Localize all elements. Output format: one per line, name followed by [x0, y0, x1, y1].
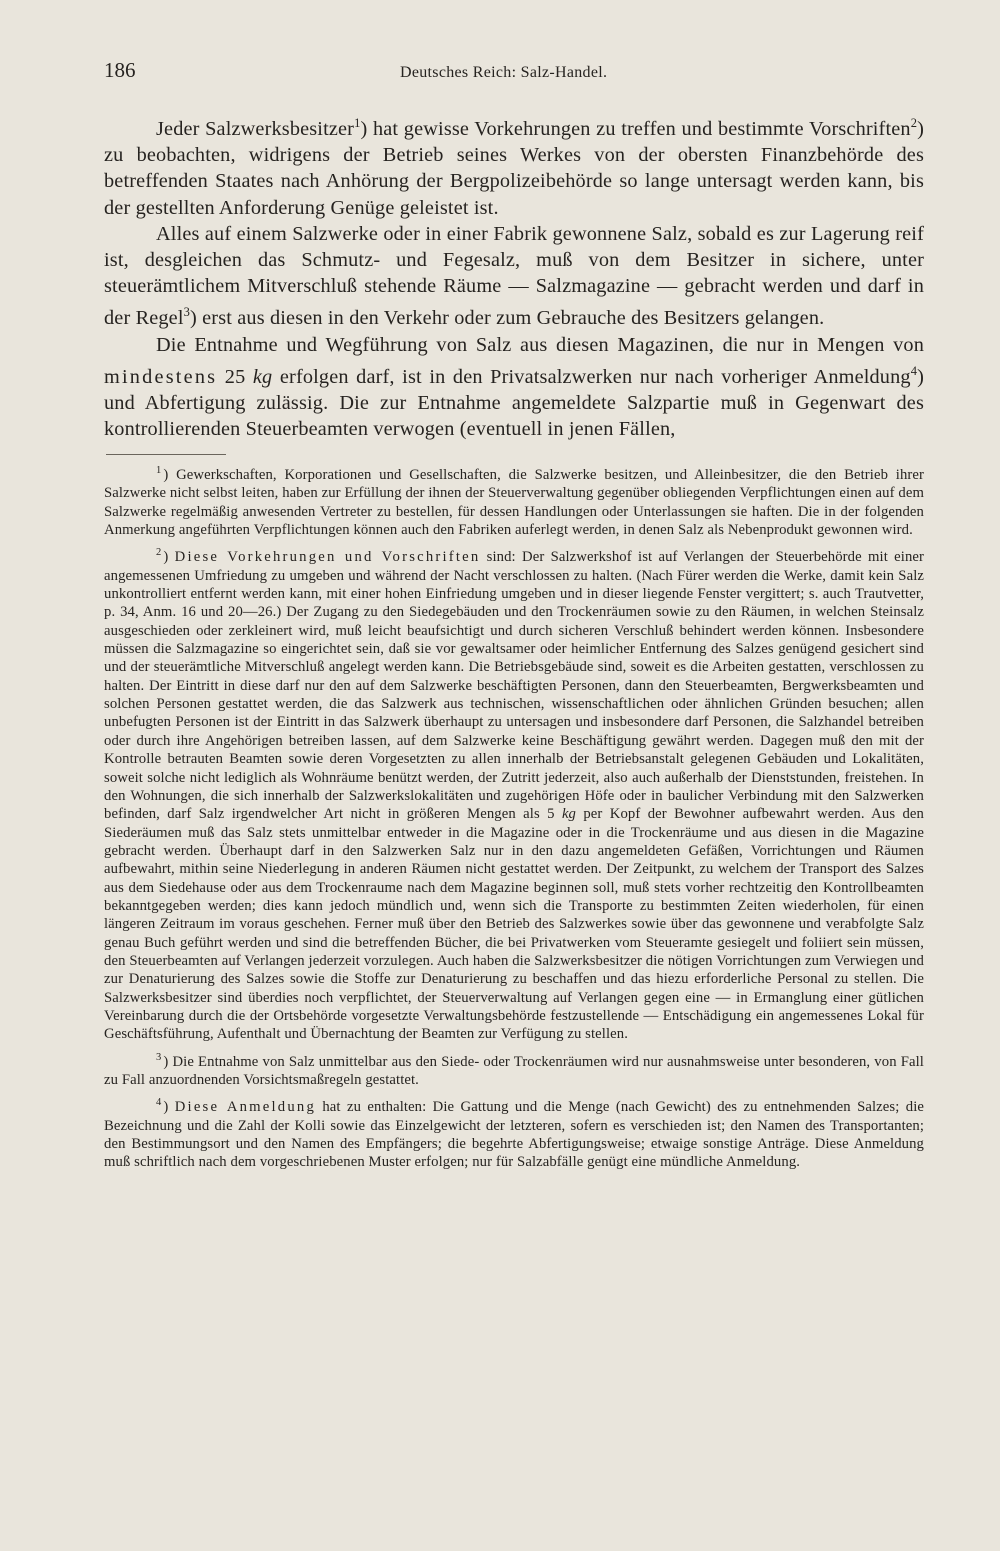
text-run: per Kopf der Bewohner aufbewahrt werden. Aus den Siederäumen muß das Salz stets unmittelbar entweder in die Magazine oder in die Trockenräume und aus diesen in die Magazine gebracht werden. Überhaupt darf in den Salzwerken Salz nur in den dazu angemeldeten Gefäßen, Vorrichtungen und Räumen aufbewahrt, mithin seine Niederlegung in anderen Räumen nicht gestattet werden. Der Zeitpunkt, zu welchem der Transport des Salzes aus dem Siedehause oder aus dem Trockenraume nach dem Magazine beginnen soll, muß stets vorher rechtzeitig den Kontrollbeamten bekanntgegeben werden; dies kann jedoch mündlich und, wenn sich die Transporte zu bestimmten Zeiten wiederholen, für einen längeren Zeitraum im voraus geschehen. Ferner muß über den Betrieb des Salzwerkes sowie über das gewonnene und verabfolgte Salz genau Buch geführt werden und sind die betreffenden Bücher, die bei Privatwerken vom Steueramte gesiegelt und foliiert sein müssen, den Steuerbeamten auf Verlangen jederzeit vorzulegen. Auch haben die Salzwerksbesitzer die nötigen Vorrichtungen zum Verwiegen und zur Denaturierung des Salzes sowie die Stoffe zur Denaturierung zu beschaffen und das hiezu erforderliche Personal zu stellen. Die Salzwerksbesitzer sind überdies noch verpflichtet, der Steuerverwaltung auf Verlangen gegen eine — in Ermanglung einer gütlichen Vereinbarung durch die der Ortsbehörde vorgesetzte Verwaltungsbehörde festzustellende — Entschädigung ein angemessenes Lokal für Geschäftsführung, Aufenthalt und Übernachtung der Beamten zur Verfügung zu stellen. [104, 806, 924, 1043]
page-header [104, 58, 924, 92]
paragraph-2 [104, 221, 924, 332]
footnote-text: ) Gewerkschaften, Korporationen und Gesellschaften, die Salzwerke besitzen, und Alleinbesitzer, die den Betrieb ihrer Salzwerke nicht selbst leiten, haben zur Erfüllung der ihnen der Steuerverwaltung gegenüber obliegenden Verpflichtungen einen auf dem Salzwerke regelmäßig anwesenden Vertreter zu bestellen, für dessen Handlungen oder Unterlassungen sie haften. Die in der folgenden Anmerkung angeführten Verpflichtungen können auch den Fabriken auferlegt werden, in denen Salz als Nebenprodukt gewonnen wird. [104, 467, 924, 539]
text-run: Die Entnahme und Wegführung von Salz aus diesen Magazinen, die nur in Mengen von [156, 333, 924, 356]
footnote-3 [104, 1049, 924, 1090]
unit-kg: kg [252, 365, 273, 388]
footnote-1 [104, 462, 924, 539]
text-run: ) [163, 1099, 175, 1116]
running-head: Deutsches Reich: Salz-Handel. [400, 64, 608, 81]
page-number: 186 [104, 58, 136, 82]
footnote-4 [104, 1094, 924, 1171]
text-run: sind: Der Salzwerkshof ist auf Verlangen der Steuerbehörde mit einer angemessenen Umfriedung zu umgeben und während der Nacht verschlossen zu halten. (Nach Fürer werden die Werke, damit kein Salz unkontrolliert entfernt werden kann, mit einer hohen Einfriedung umgeben und in dieser liegende Fenster vergittert; s. auch Trautvetter, p. 34, Anm. 16 und 20—26.) Der Zugang zu den Siedegebäuden und den Trockenräumen sowie zu den Räumen, in welchen Steinsalz ausgeschieden oder zerkleinert wird, muß leicht beaufsichtigt und durch sicheren Verschluß behindert werden können. Insbesondere müssen die Salzmagazine so eingerichtet sein, daß sie vor gewaltsamer oder heimlicher Entfernung des Salzes genügend gesichert sind und der steuerämtliche Mitverschluß angelegt werden kann. Die Betriebsgebäude sind, soweit es die Arbeiten gestatten, verschlossen zu halten. Der Eintritt in diese darf nur den auf dem Salzwerke beschäftigten Personen, dann den Steuerbeamten, Bergwerksbeamten und solchen Personen gestattet werden, die das Salzwerk aus technischen, wissenschaftlichen oder ähnlichen Gründen besuchen; allen unbefugten Personen ist der Eintritt in das Salzwerk überhaupt zu untersagen und insbesondere darf Personen, die Salzhandel betreiben oder durch ihre Angehörigen betreiben lassen, auf dem Salzwerke keine Beschäftigung gewährt werden. Dagegen muß den mit der Kontrolle betrauten Beamten sowie deren Vorgesetzten zu allen innerhalb der Betriebsanstalt gelegenen Gebäuden und Lokalitäten, soweit solche nicht lediglich als Wohnräume benützt werden, der Zutritt jederzeit, also auch außerhalb der Dienststunden, freistehen. In den Wohnungen, die sich innerhalb der Salzwerkslokalitäten und zugehörigen Höfe oder in baulicher Verbindung mit den Salzwerken befinden, darf Salz irgendwelcher Art nicht in größeren Mengen als 5 [104, 549, 924, 823]
text-run: ) erst aus diesen in den Verkehr oder zum Gebrauche des Besitzers gelangen. [190, 307, 825, 330]
text-run: erfolgen darf, ist in den Privatsalzwerken nur nach vorheriger Anmeldung [272, 365, 911, 388]
footnote-mark: 1 [156, 465, 162, 476]
footnote-mark: 2 [156, 547, 162, 559]
footnote-ref-4: 4 [910, 363, 918, 378]
text-run: ) [163, 549, 175, 566]
footnote-ref-1: 1 [354, 116, 361, 130]
footnote-mark: 3 [156, 1051, 162, 1063]
footnotes [104, 462, 924, 1172]
footnote-mark: 4 [156, 1097, 162, 1109]
text-run: ) zu beobachten, widrigens der Betrieb seines Werkes von der obersten Finanzbehörde des betreffenden Staates nach Anhörung der Bergpolizeibehörde so lange untersagt werden kann, bis der gestellten Anforderung Genüge geleistet ist. [104, 118, 924, 219]
text-run: hat zu enthalten: Die Gattung und die Menge (nach Gewicht) des zu entnehmenden Salzes; die Bezeichnung und die Zahl der Kolli sowie das Einzelgewicht der letzteren, sofern es verschieden ist; den Namen des Transportanten; den Bestimmungsort und den Namen des Empfängers; die begehrte Abfertigungsweise; etwaige sonstige Anträge. Diese Anmeldung muß schriftlich nach dem vorgeschriebenen Muster erfolgen; nur für Salzabfälle genügt eine mündliche Anmeldung. [104, 1099, 925, 1171]
paragraph-1 [104, 110, 924, 221]
unit-kg: kg [561, 806, 577, 823]
footnote-separator [106, 454, 226, 455]
spaced-emphasis: mindestens [104, 365, 218, 388]
text-run: Jeder Salzwerksbesitzer [156, 118, 355, 140]
text-run: ) hat gewisse Vorkehrungen zu treffen und bestimmte Vorschriften [360, 118, 911, 140]
spaced-emphasis: Diese Anmeldung [174, 1099, 316, 1116]
footnote-text: ) Die Entnahme von Salz unmittelbar aus den Siede- oder Trockenräumen wird nur ausnahmsweise unter besonderen, von Fall zu Fall anzuordnenden Vorsichtsmaßregeln gestattet. [104, 1053, 924, 1088]
footnote-2 [104, 544, 924, 1043]
text-run: ) und Abfertigung zulässig. Die zur Entnahme angemeldete Salzpartie muß in Gegenwart des kontrollierenden Steuerbeamten verwogen (eventuell in jenen Fällen, [104, 365, 924, 441]
text-run: Alles auf einem Salzwerke oder in einer Fabrik gewonnene Salz, sobald es zur Lagerung reif ist, desgleichen das Schmutz- und Fegesalz, muß von dem Besitzer in sichere, unter steuerämtlichem Mitverschluß stehende Räume — Salzmagazine — gebracht werden und darf in der Regel [104, 222, 924, 330]
main-text [104, 110, 924, 442]
text-run: 25 [217, 365, 253, 388]
footnote-ref-2: 2 [910, 116, 918, 130]
paragraph-3 [104, 332, 924, 443]
footnote-ref-3: 3 [183, 305, 191, 320]
spaced-emphasis: Diese Vorkehrungen und Vorschriften [174, 549, 481, 566]
